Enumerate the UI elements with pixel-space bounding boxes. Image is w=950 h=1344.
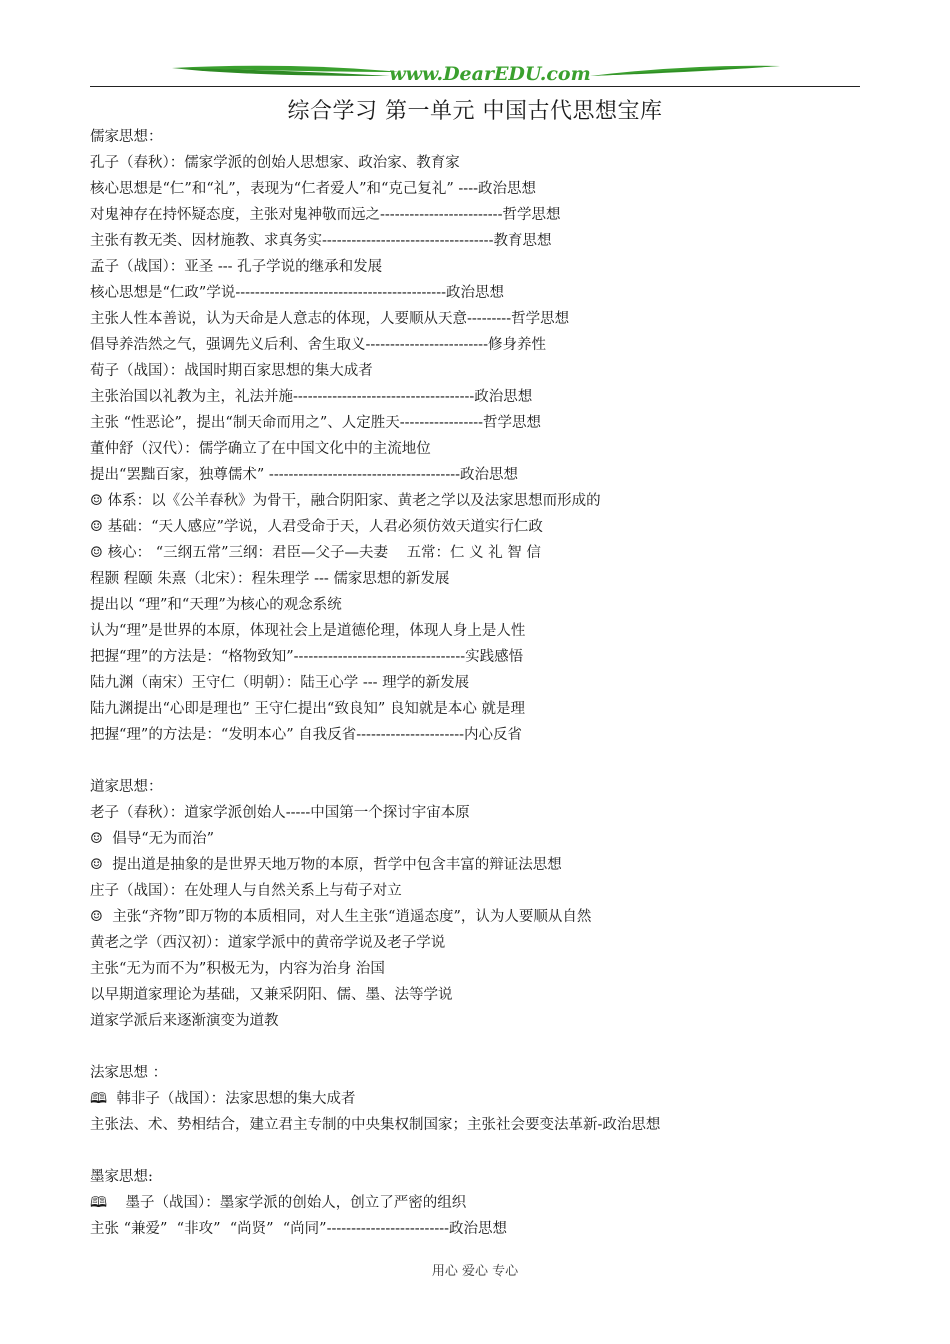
text-line: 主张 “性恶论”，提出“制天命而用之”、人定胜天-----------------哲学思想 <box>90 415 542 431</box>
text-line: 程颢 程颐 朱熹（北宋）：程朱理学 --- 儒家思想的新发展 <box>90 571 450 587</box>
text-line: 主张法、术、势相结合，建立君主专制的中央集权制国家；主张社会要变法革新-政治思想 <box>90 1117 661 1133</box>
section-spacer <box>90 1034 870 1060</box>
text-line: ☺ 核心： “三纲五常”三纲：君臣—父子—夫妻 五常：仁 义 礼 智 信 <box>90 545 541 561</box>
text-line: 道家学派后来逐渐演变为道教 <box>90 1013 279 1029</box>
text-line: ☺ 倡导“无为而治” <box>90 831 215 847</box>
text-line: 主张有教无类、因材施教、求真务实-----------------------------------教育思想 <box>90 233 552 249</box>
section-heading: 墨家思想: <box>90 1169 153 1185</box>
text-line: 提出“罢黜百家，独尊儒术” ---------------------------------------政治思想 <box>90 467 519 483</box>
section-spacer <box>90 1138 870 1164</box>
text-line: 提出以 “理”和“天理”为核心的观念系统 <box>90 597 342 613</box>
text-line: 认为“理”是世界的本原，体现社会上是道德伦理，体现人身上是人性 <box>90 623 526 639</box>
text-line: 陆九渊提出“心即是理也” 王守仁提出“致良知” 良知就是本心 就是理 <box>90 701 525 717</box>
text-line: 孟子（战国）：亚圣 --- 孔子学说的继承和发展 <box>90 259 383 275</box>
text-line: 🕮 韩非子（战国）：法家思想的集大成者 <box>90 1091 356 1107</box>
text-line: 核心思想是“仁”和“礼”，表现为“仁者爱人”和“克己复礼” ----政治思想 <box>90 181 537 197</box>
text-line: 荀子（战国）：战国时期百家思想的集大成者 <box>90 363 373 379</box>
text-line: 主张“无为而不为”积极无为，内容为治身 治国 <box>90 961 385 977</box>
text-line: 把握“理”的方法是：“发明本心” 自我反省----------------------内心反省 <box>90 727 523 743</box>
document-body <box>90 124 870 1242</box>
text-line: 黄老之学（西汉初）：道家学派中的黄帝学说及老子学说 <box>90 935 446 951</box>
text-line: 主张 “兼爱” “非攻” “尚贤” “尚同”-------------------------政治思想 <box>90 1221 508 1237</box>
page-footer: 用心 爱心 专心 <box>431 1264 519 1279</box>
text-line: ☺ 主张“齐物”即万物的本质相同，对人生主张“逍遥态度”，认为人要顺从自然 <box>90 909 592 925</box>
site-url: www.DearEDU.com <box>389 63 591 85</box>
text-line: 核心思想是“仁政”学说-------------------------------------------政治思想 <box>90 285 504 301</box>
section-heading: 法家思想 ： <box>90 1065 168 1081</box>
text-line: 董仲舒（汉代）：儒学确立了在中国文化中的主流地位 <box>90 441 431 457</box>
text-line: 陆九渊（南宋）王守仁（明朝）：陆王心学 --- 理学的新发展 <box>90 675 470 691</box>
document-title: 综合学习 第一单元 中国古代思想宝库 <box>287 99 663 124</box>
text-line: 孔子（春秋）：儒家学派的创始人思想家、政治家、教育家 <box>90 155 460 171</box>
text-line: ☺ 基础：“天人感应”学说，人君受命于天，人君必须仿效天道实行仁政 <box>90 519 543 535</box>
text-line: 🕮 墨子（战国）：墨家学派的创始人，创立了严密的组织 <box>90 1195 467 1211</box>
text-line: 主张人性本善说，认为天命是人意志的体现，人要顺从天意---------哲学思想 <box>90 311 570 327</box>
text-line: 对鬼神存在持怀疑态度，主张对鬼神敬而远之-------------------------哲学思想 <box>90 207 561 223</box>
section-spacer <box>90 748 870 774</box>
text-line: ☺ 提出道是抽象的是世界天地万物的本原，哲学中包含丰富的辩证法思想 <box>90 857 562 873</box>
text-line: ☺ 体系：以《公羊春秋》为骨干，融合阴阳家、黄老之学以及法家思想而形成的 <box>90 493 601 509</box>
text-line: 主张治国以礼教为主，礼法并施-------------------------------------政治思想 <box>90 389 533 405</box>
text-line: 庄子（战国）：在处理人与自然关系上与荀子对立 <box>90 883 402 899</box>
section-heading: 儒家思想： <box>90 129 163 145</box>
text-line: 倡导养浩然之气，强调先义后利、舍生取义-------------------------修身养性 <box>90 337 546 353</box>
header-rule <box>90 86 860 87</box>
text-line: 把握“理”的方法是：“格物致知”-----------------------------------实践感悟 <box>90 649 524 665</box>
text-line: 以早期道家理论为基础，又兼采阴阳、儒、墨、法等学说 <box>90 987 453 1003</box>
text-line: 老子（春秋）：道家学派创始人-----中国第一个探讨宇宙本原 <box>90 805 470 821</box>
section-heading: 道家思想： <box>90 779 163 795</box>
